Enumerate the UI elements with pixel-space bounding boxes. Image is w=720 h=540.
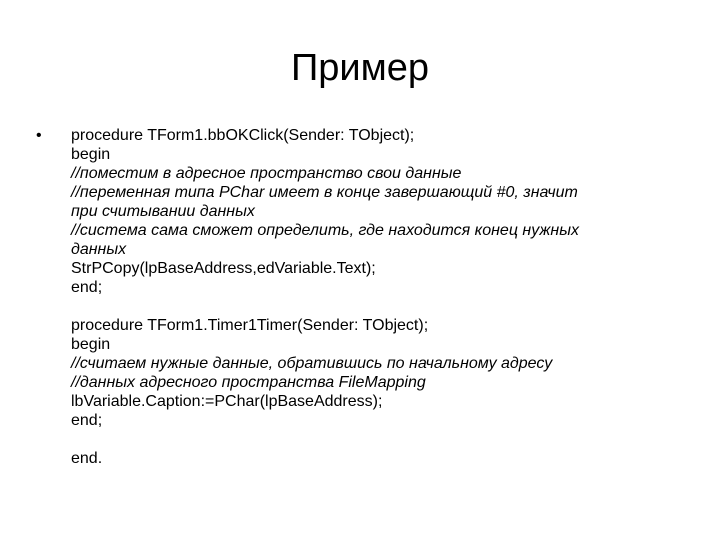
code-line-begin-1: begin	[71, 146, 111, 163]
blank-line	[71, 430, 686, 449]
code-comment-4: //система сама сможет определить, где находится конец нужных	[71, 222, 579, 239]
keyword-end: end	[71, 450, 98, 467]
code-comment-7: //данных адресного пространства FileMapping	[71, 374, 426, 391]
code-comment-3: при считывании данных	[71, 203, 255, 220]
code-line-begin-2: begin	[71, 336, 111, 353]
procedure-signature: TForm1.bbOKClick(Sender: TObject);	[143, 127, 415, 144]
code-comment-1: //поместим в адресное пространство свои данные	[71, 165, 462, 182]
end-semicolon: ;	[97, 412, 103, 429]
procedure-signature: TForm1.Timer1Timer(Sender: TObject);	[143, 317, 429, 334]
code-line-procedure-2	[71, 316, 686, 335]
keyword-procedure: procedure	[71, 317, 144, 334]
code-comment-5: данных	[71, 241, 127, 258]
keyword-end: end	[71, 279, 98, 296]
code-line-end-1	[71, 278, 686, 297]
code-line-final-end	[71, 449, 686, 468]
code-line-strpcopy: StrPCopy(lpBaseAddress,edVariable.Text);	[71, 260, 376, 277]
bullet-point: •	[36, 127, 42, 144]
slide-title: Пример	[290, 47, 430, 89]
code-line-end-2	[71, 411, 686, 430]
code-comment-6: //считаем нужные данные, обратившись по начальному адресу	[71, 355, 553, 372]
keyword-procedure: procedure	[71, 127, 144, 144]
code-line-caption: lbVariable.Caption:=PChar(lpBaseAddress);	[71, 393, 383, 410]
blank-line	[71, 297, 686, 316]
end-period: .	[97, 450, 103, 467]
end-semicolon: ;	[97, 279, 103, 296]
code-comment-2: //переменная типа PChar имеет в конце завершающий #0, значит	[71, 184, 578, 201]
code-body	[71, 126, 686, 468]
keyword-end: end	[71, 412, 98, 429]
code-line-procedure-1	[71, 126, 686, 145]
